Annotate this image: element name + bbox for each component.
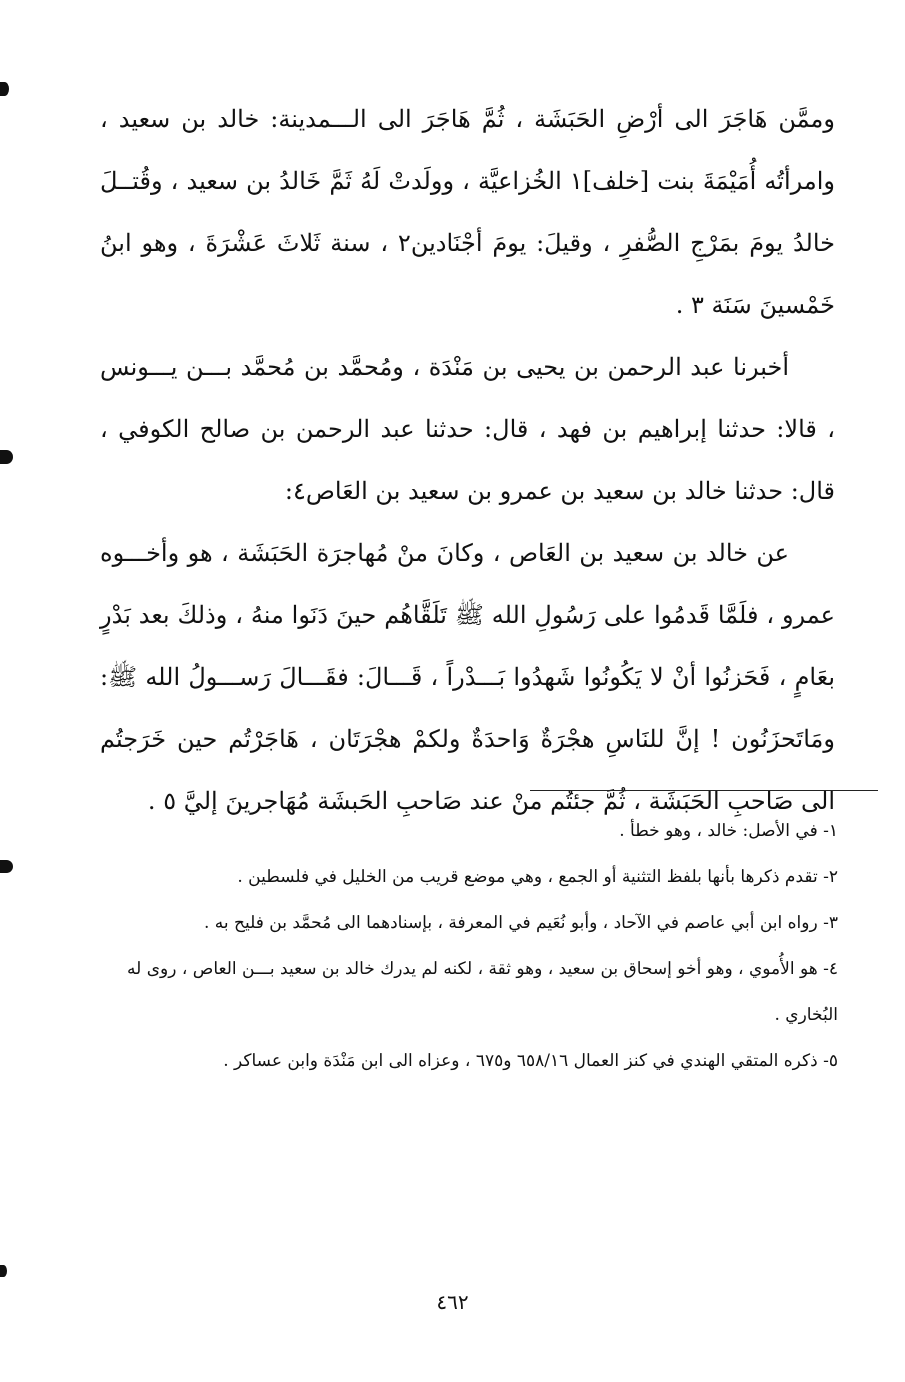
footnote-separator: [530, 790, 878, 791]
paragraph-emigrants: وممَّن هَاجَرَ الى أرْضِ الحَبَشَة ، ثُمَّ هَاجَرَ الى الـــمدينة: خالد بن سعيد ، وامرأتُه أُمَيْمَةَ بنت [خلف]١ الخُزاعيَّة ، وولَدتْ لَهُ ثَمَّ خَالدُ بن سعيد ، وقُتــلَ خالدُ يومَ بمَرْجِ الصُّفرِ ، وقيلَ: يومَ أجْنَادين٢ ، سنة ثَلاثَ عَشْرَةَ ، وهو ابنُ خَمْسينَ سَنَة ٣ .: [100, 105, 836, 319]
paragraph-hadith: عن خالد بن سعيد بن العَاص ، وكانَ منْ مُهاجرَة الحَبَشَة ، هو وأخـــوه عمرو ، فلَمَّا قَدمُوا على رَسُولِ الله ﷺ تَلَقَّاهُم حينَ دَنَوا منهُ ، وذلكَ بعد بَدْرٍ بعَامٍ ، فَحَزنُوا أنْ لا يَكُونُوا شَهدُوا بَـــدْراً ، قَـــالَ: فقَـــالَ رَســـولُ الله ﷺ: ومَاتَحزَنُون ! إنَّ للنَاسِ هجْرَةٌ وَاحدَةٌ ولكمْ هجْرَتَان ، هَاجَرْتُم حين خَرَجتُم الى صَاحبِ الحَبَشَة ، ثُمَّ جئتُم منْ عند صَاحبِ الحَبشَة مُهَاجرينَ إليَّ ٥ .: [100, 539, 836, 815]
footnote: ١- في الأصل: خالد ، وهو خطأ .: [619, 821, 838, 841]
footnote: ٣- رواه ابن أبي عاصم في الآحاد ، وأبو نُعَيم في المعرفة ، بإسنادهما الى مُحمَّد بن فليح به .: [203, 913, 838, 933]
footnotes: [100, 808, 838, 1084]
paragraph-isnad: أخبرنا عبد الرحمن بن يحيى بن مَنْدَة ، ومُحمَّد بن مُحمَّد بـــن يـــونس ، قالا: حدثنا إبراهيم بن فهد ، قال: حدثنا عبد الرحمن بن صالح الكوفي ، قال: حدثنا خالد بن سعيد بن عمرو بن سعيد بن العَاص٤:: [100, 353, 835, 505]
scan-edge-mark: [0, 450, 13, 464]
page-number: ٤٦٢: [436, 1290, 469, 1314]
footnote: ٤- هو الأُموي ، وهو أخو إسحاق بن سعيد ، وهو ثقة ، لكنه لم يدرك خالد بن سعيد بـــن العاص ، روى له البُخاري .: [127, 959, 838, 1025]
scan-edge-mark: [0, 1265, 7, 1277]
main-text: [100, 88, 835, 832]
footnote: ٢- تقدم ذكرها بأنها بلفظ التثنية أو الجمع ، وهي موضع قريب من الخليل في فلسطين .: [237, 867, 838, 887]
scan-edge-mark: [0, 860, 13, 873]
footnote: ٥- ذكره المتقي الهندي في كنز العمال ٦٥٨/١٦ و٦٧٥ ، وعزاه الى ابن مَنْدَة وابن عساكر .: [223, 1051, 838, 1071]
scan-edge-mark: [0, 82, 9, 96]
